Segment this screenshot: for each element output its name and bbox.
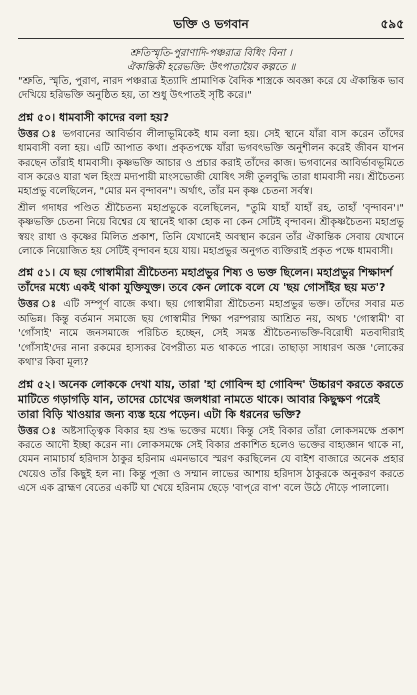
qa-item-52 [18,377,404,497]
question-50: প্রশ্ন ৫০। ধামবাসী কাদের বলা হয়? [18,110,169,124]
answer-lead: উত্তর ঃ [18,425,58,437]
qa-item-50 [18,110,404,260]
question-51: প্রশ্ন ৫১। যে ছয় গোস্বামীরা শ্রীচৈতন্য মহাপ্রভুর শিষ্য ও ভক্ত ছিলেন। মহাপ্রভুর শিক্ষাদর্শ তাঁদের মধ্যে একই থাকা যুক্তিযুক্ত। তবে কেন লোকে বলে যে 'ছয় গোসাঁইর ছয় মত'? [18,266,393,295]
answer-lead: উত্তর ঃ [18,128,58,140]
answer-51 [18,298,404,370]
document-page [18,10,404,499]
qa-item-51 [18,265,404,370]
question-52: প্রশ্ন ৫২। অনেক লোককে দেখা যায়, তারা 'হা গোবিন্দ হা গোবিন্দ' উচ্চারণ করতে করতে মাটিতে গড়াগড়ি যান, তাদের চোখের জলধারা নামতে থাকে। আবার কিছুক্ষণ পরেই তারা বিড়ি খাওয়ার জন্য ব্যস্ত হয়ে পড়েন। এটা কি ধরনের ভক্তি? [18,377,404,421]
answer-text: ভগবানের আবির্ভাব লীলাভূমিকেই ধাম বলা হয়। সেই স্থানে যাঁরা বাস করেন তাঁদের ধামবাসী বলা হয়। এটি আপাত কথা। প্রকৃতপক্ষে যাঁরা ভগবৎভক্তি অনুশীলন করেই জীবন যাপন করছেন তাঁরাই ধামবাসী। কৃষ্ণভক্তি আচার ও প্রচার করাই তাঁদের কাজ। ভগবানের আবির্ভাবভূমিতে বাস করেও যারা খল হিংস্র মদ্যপায়ী মাংসভোজী যোষিৎ সঙ্গী তুলবুদ্ধি তারা ধামবাসী নয়। শ্রীচৈতন্য মহাপ্রভু বলেছিলেন, "মোর মন বৃন্দাবন"। অর্থাৎ, তাঁর মন কৃষ্ণ চেতনা সর্বস্ব। [18,128,405,198]
page-header [18,10,404,39]
answer-text: অষ্টসাত্ত্বিক বিকার হয় শুদ্ধ ভক্তের মধ্যে। কিন্তু সেই বিকার তাঁরা লোকসমক্ষে প্রকাশ করতে আদৌ ইচ্ছা করেন না। লোকসমক্ষে সেই বিকার প্রকাশিত হলেও ভক্তের বাহ্যজ্ঞান থাকে না, যেমন নামাচার্য হরিদাস ঠাকুর হরিনাম এমনভাবে স্মরণ করছিলেন যে বাইশ বাজারে অনেক প্রহার খেয়েও তাঁর কিছুই হল না। কিন্তু পূজা ও সম্মান লাভের আশায় হরিদাস ঠাকুরকে অনুকরণ করতে এসে এক ব্রাহ্মণ বেতের একটি ঘা খেয়ে হরিনাম ছেড়ে 'বাপ্‌রে বাপ' বলে উঠে দৌড়ে পালালো। [18,425,405,495]
answer-50-continued: শ্রীল গদাধর পণ্ডিত শ্রীচৈতন্য মহাপ্রভুকে বলেছিলেন, "তুমি যাহাঁ যাহাঁ রহ, তাহাঁ 'বৃন্দাবন'।" কৃষ্ণভক্তি চেতনা নিয়ে বিশ্বের যে স্থানেই থাকা হোক না কেন সেটিই বৃন্দাবন। শ্রীকৃষ্ণচৈতন্য মহাপ্রভু স্বয়ং রাধা ও কৃষ্ণের মিলিত প্রকাশ, তিনি যেখানেই অবস্থান করেন তাঁর ঐকান্তিক সেবায় যেখানে লোকে নিয়োজিত হয় সেটিই বৃন্দাবন হয়ে যায়। মহাপ্রভুর অনুগত ব্যক্তিরাই প্রকৃত পক্ষে ধামবাসী। [18,202,404,258]
answer-50 [18,128,404,200]
running-title: ভক্তি ও ভগবান [173,17,249,31]
page-number: ৫৯৫ [380,17,404,31]
verse-line-1: শ্রুতিস্মৃতি-পুরাণাদি-পঞ্চরাত্র বিধিং বিনা । [130,48,292,59]
answer-52 [18,425,404,497]
answer-lead: উত্তর ঃ [18,299,58,311]
answer-text: এটি সম্পূর্ণ বাজে কথা। ছয় গোস্বামীরা শ্রীচৈতন্য মহাপ্রভুর ভক্ত। তাঁদের সবার মত অভিন্ন। কিন্তু বর্তমান সমাজে ছয় গোস্বামীর শিক্ষা পরম্পরায় আশ্রিত নয়, অথচ 'গোস্বামী' বা 'গোঁসাই' নামে জনসমাজে পরিচিত হচ্ছেন, সেই সমস্ত শ্রীচৈতন্যভক্তি-বিরোধী মতবাদীরাই 'গোঁসাই'দের নানা রকমের হাস্যকর বৈপরীত্য মত থাকতে পারে। তাছাড়া সাধারণ অজ্ঞ 'লোকের কথা'র কিবা মূল্য? [18,299,404,369]
verse-line-2: ঐকান্তিকী হরেভক্তি: উৎপাতায়ৈব কল্পতে ॥ [126,62,296,73]
sanskrit-verse [18,47,404,75]
verse-translation: "শ্রুতি, স্মৃতি, পুরাণ, নারদ পঞ্চরাত্র ইত্যাদি প্রামাণিক বৈদিক শাস্ত্রকে অবজ্ঞা করে যে ঐকান্তিক ভাব দেখিয়ে হরিভক্তি অনুষ্ঠিত হয়, তা শুধু উৎপাতই সৃষ্টি করে।" [18,76,404,102]
